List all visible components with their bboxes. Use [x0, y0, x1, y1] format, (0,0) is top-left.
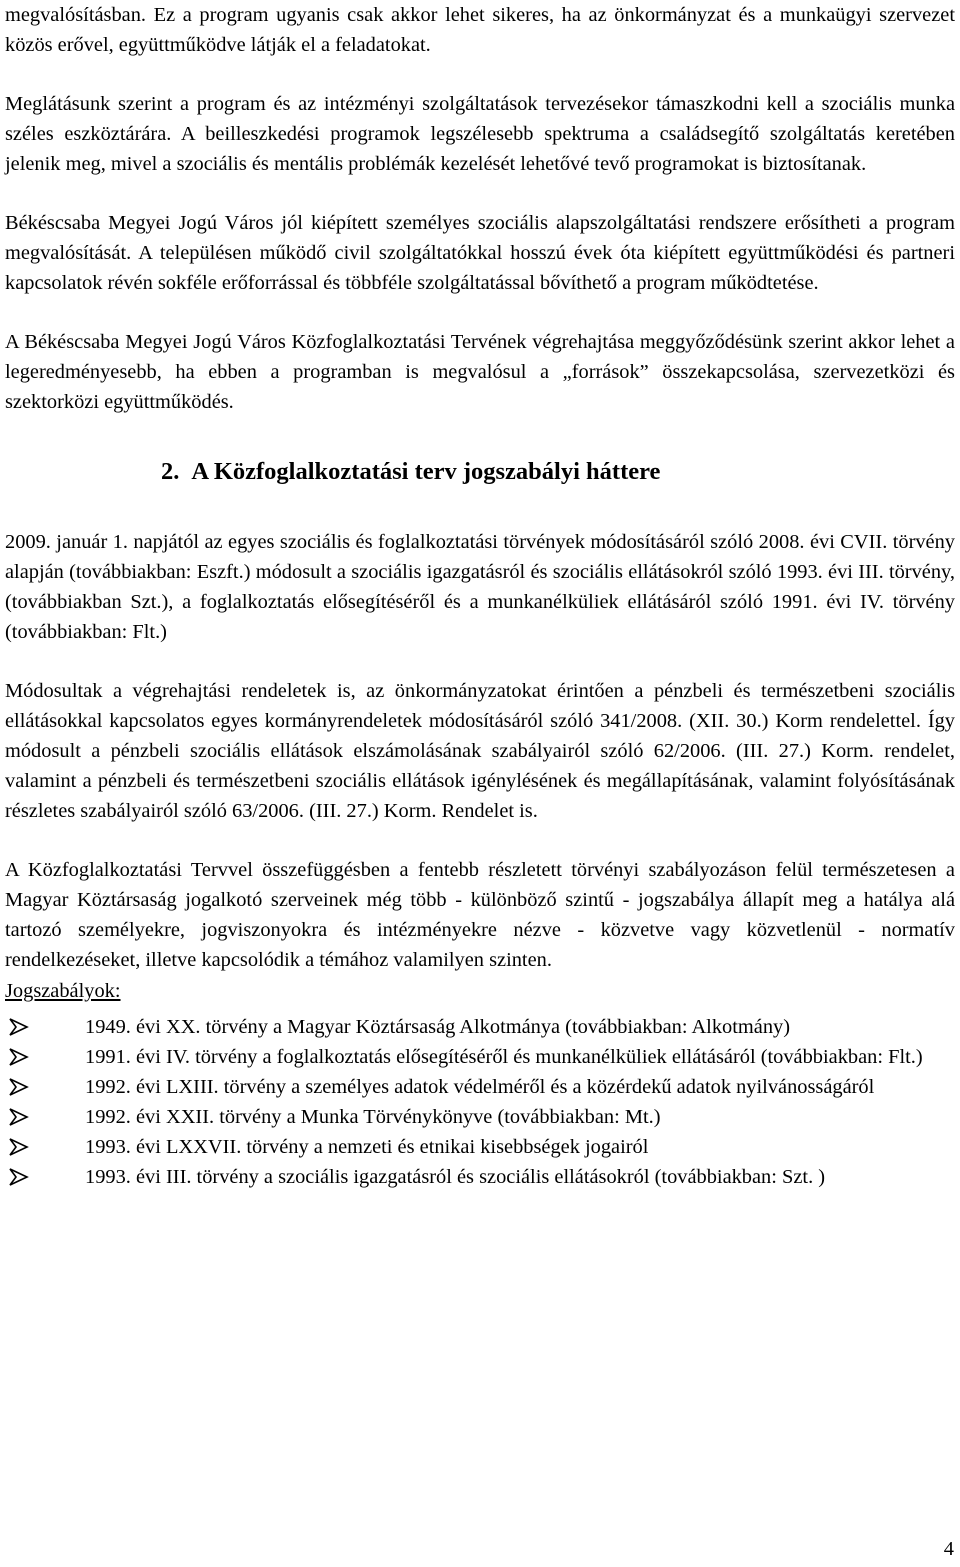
law-item-text: 1991. évi IV. törvény a foglalkoztatás elősegítéséről és munkanélküliek ellátásáról (továbbiakban: Flt.): [85, 1046, 923, 1068]
section-number: 2.: [161, 458, 180, 485]
paragraph-intro-end: megvalósításban. Ez a program ugyanis csak akkor lehet sikeres, ha az önkormányzat és a munkaügyi szervezet közös erővel, együttműködve látják el a feladatokat.: [5, 4, 955, 56]
section-title: A Közfoglalkoztatási terv jogszabályi háttere: [191, 458, 661, 485]
list-item: [5, 1102, 955, 1132]
page-number: 4: [943, 1538, 954, 1560]
list-item: [5, 1042, 955, 1072]
paragraph-regulations: Módosultak a végrehajtási rendeletek is, az önkormányzatokat érintően a pénzbeli és természetbeni szociális ellátásokkal kapcsolatos egyes kormányrendeletek módosításáról szóló 341/2008. (XII. 30.) Korm rendelettel. Így módosult a pénzbeli szociális ellátások elszámolásának szabályairól szóló 62/2006. (III. 27.) Korm. rendelet, valamint a pénzbeli és természetbeni szociális ellátások igénylésének és megállapításának, valamint folyósításának részletes szabályairól szóló 63/2006. (III. 27.) Korm. Rendelet is.: [5, 680, 955, 822]
arrow-bullet-icon: [7, 1102, 31, 1132]
laws-list: [5, 1012, 955, 1192]
law-item-text: 1949. évi XX. törvény a Magyar Köztársaság Alkotmánya (továbbiakban: Alkotmány): [85, 1016, 790, 1038]
arrow-bullet-icon: [7, 1072, 31, 1102]
law-item-text: 1992. évi XXII. törvény a Munka Törvénykönyve (továbbiakban: Mt.): [85, 1106, 661, 1128]
list-item: [5, 1012, 955, 1042]
arrow-bullet-icon: [7, 1162, 31, 1192]
arrow-bullet-icon: [7, 1012, 31, 1042]
list-item: [5, 1162, 955, 1192]
laws-title: Jogszabályok:: [5, 980, 121, 1002]
list-item: [5, 1132, 955, 1162]
list-item: [5, 1072, 955, 1102]
arrow-bullet-icon: [7, 1042, 31, 1072]
law-item-text: 1992. évi LXIII. törvény a személyes adatok védelméről és a közérdekű adatok nyilvánosságáról: [85, 1076, 875, 1098]
paragraph-bekescsaba-services: Békéscsaba Megyei Jogú Város jól kiépített személyes szociális alapszolgáltatási rendszere erősítheti a program megvalósítását. A településen működő civil szolgáltatókkal hosszú évek óta kiépített együttműködési és partneri kapcsolatok révén sokféle erőforrással és többféle szolgáltatással bővíthető a program működtetése.: [5, 212, 955, 294]
paragraph-legal-framework: A Közfoglalkoztatási Tervvel összefüggésben a fentebb részletett törvényi szabályozáson felül természetesen a Magyar Köztársaság jogalkotó szerveinek még több - különböző szintű - jogszabálya állapít meg a hatálya alá tartozó személyekre, jogviszonyokra és intézményekre nézve - közvetve vagy közvetlenül - normatív rendelkezéseket, illetve kapcsolódik a témához valamilyen szinten.: [5, 859, 955, 971]
arrow-bullet-icon: [7, 1132, 31, 1162]
paragraph-plan-execution: A Békéscsaba Megyei Jogú Város Közfoglalkoztatási Tervének végrehajtása meggyőződésünk szerint akkor lehet a legeredményesebb, ha ebben a programban is megvalósul a „források” összekapcsolása, szervezetközi és szektorközi együttműködés.: [5, 331, 955, 413]
document-page: [5, 0, 955, 1192]
section-heading: [5, 457, 955, 487]
law-item-text: 1993. évi III. törvény a szociális igazgatásról és szociális ellátásokról (továbbiakban: Szt. ): [85, 1166, 826, 1188]
paragraph-social-work: Meglátásunk szerint a program és az intézményi szolgáltatások tervezésekor támaszkodni kell a szociális munka széles eszköztárára. A beilleszkedési programok legszélesebb spektruma a családsegítő szolgáltatás keretében jelenik meg, mivel a szociális és mentális problémák kezelését lehetővé tevő programokat is biztosítanak.: [5, 93, 955, 175]
paragraph-law-changes: 2009. január 1. napjától az egyes szociális és foglalkoztatási törvények módosításáról szóló 2008. évi CVII. törvény alapján (továbbiakban: Eszft.) módosult a szociális igazgatásról és szociális ellátásokról szóló 1993. évi III. törvény, (továbbiakban Szt.), a foglalkoztatás elősegítéséről és a munkanélküliek ellátásáról szóló 1991. évi IV. törvény (továbbiakban: Flt.): [5, 531, 955, 643]
law-item-text: 1993. évi LXXVII. törvény a nemzeti és etnikai kisebbségek jogairól: [85, 1136, 649, 1158]
